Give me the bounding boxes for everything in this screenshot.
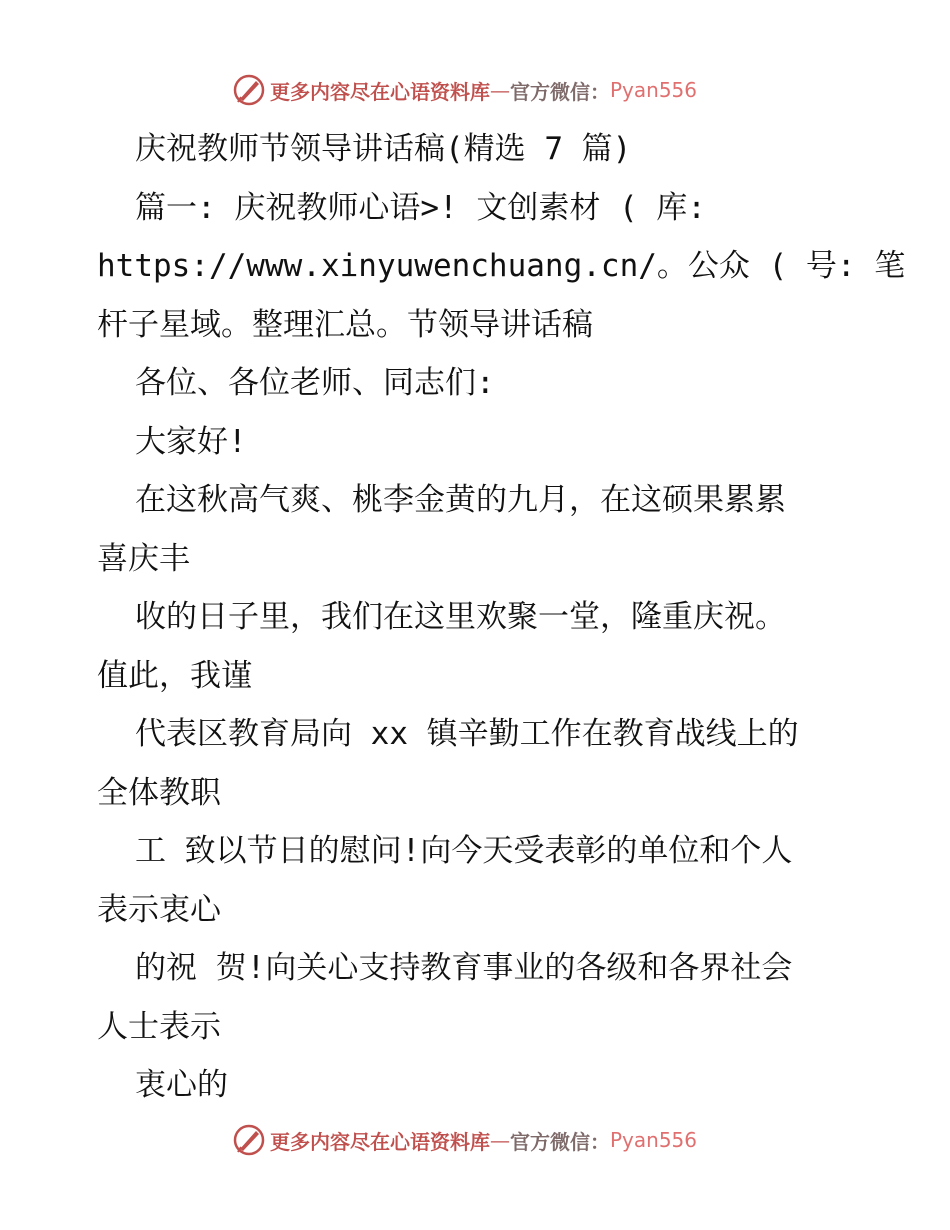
watermark-wechat-label: 官方微信：: [510, 1129, 610, 1154]
doc-line: 人士表示: [97, 1008, 221, 1045]
watermark-separator: —: [490, 78, 510, 102]
doc-line: 篇一: 庆祝教师心语>! 文创素材 ( 库:: [135, 189, 706, 226]
doc-line: 各位、各位老师、同志们:: [135, 365, 495, 401]
doc-line: 工 致以节日的慰问!向今天受表彰的单位和个人: [135, 833, 793, 869]
doc-line: 衷心的: [135, 1067, 228, 1103]
doc-line: 的祝 贺!向关心支持教育事业的各级和各界社会: [135, 950, 793, 986]
watermark-site-text: 更多内容尽在心语资料库: [270, 1129, 490, 1154]
doc-line: 收的日子里，我们在这里欢聚一堂，隆重庆祝。: [135, 599, 786, 635]
document-body: [97, 120, 906, 1115]
watermark-site-text: 更多内容尽在心语资料库: [270, 79, 490, 104]
quill-pen-logo-icon: [232, 1123, 266, 1157]
watermark-wechat-id: Pyan556: [610, 78, 698, 102]
doc-line: 表示衷心: [97, 891, 221, 928]
doc-line: 喜庆丰: [97, 540, 190, 577]
watermark-wechat-label: 官方微信：: [510, 79, 610, 104]
watermark-wechat-id: Pyan556: [610, 1128, 698, 1152]
doc-line: 值此，我谨: [97, 657, 252, 694]
footer-watermark: [232, 1120, 712, 1160]
doc-line: 在这秋高气爽、桃李金黄的九月，在这硕果累累: [135, 482, 786, 518]
doc-line: 代表区教育局向 xx 镇辛勤工作在教育战线上的: [135, 716, 799, 752]
header-watermark: [232, 70, 712, 110]
doc-line: 杆子星域。整理汇总。节领导讲话稿: [97, 306, 593, 343]
watermark-separator: —: [490, 1128, 510, 1152]
quill-pen-logo-icon: [232, 73, 266, 107]
doc-line: 庆祝教师节领导讲话稿(精选 7 篇): [135, 131, 632, 167]
doc-line: 大家好!: [135, 423, 247, 460]
doc-line: 全体教职: [97, 774, 221, 811]
doc-line: https://www.xinyuwenchuang.cn/。公众 ( 号: 笔: [97, 248, 906, 284]
